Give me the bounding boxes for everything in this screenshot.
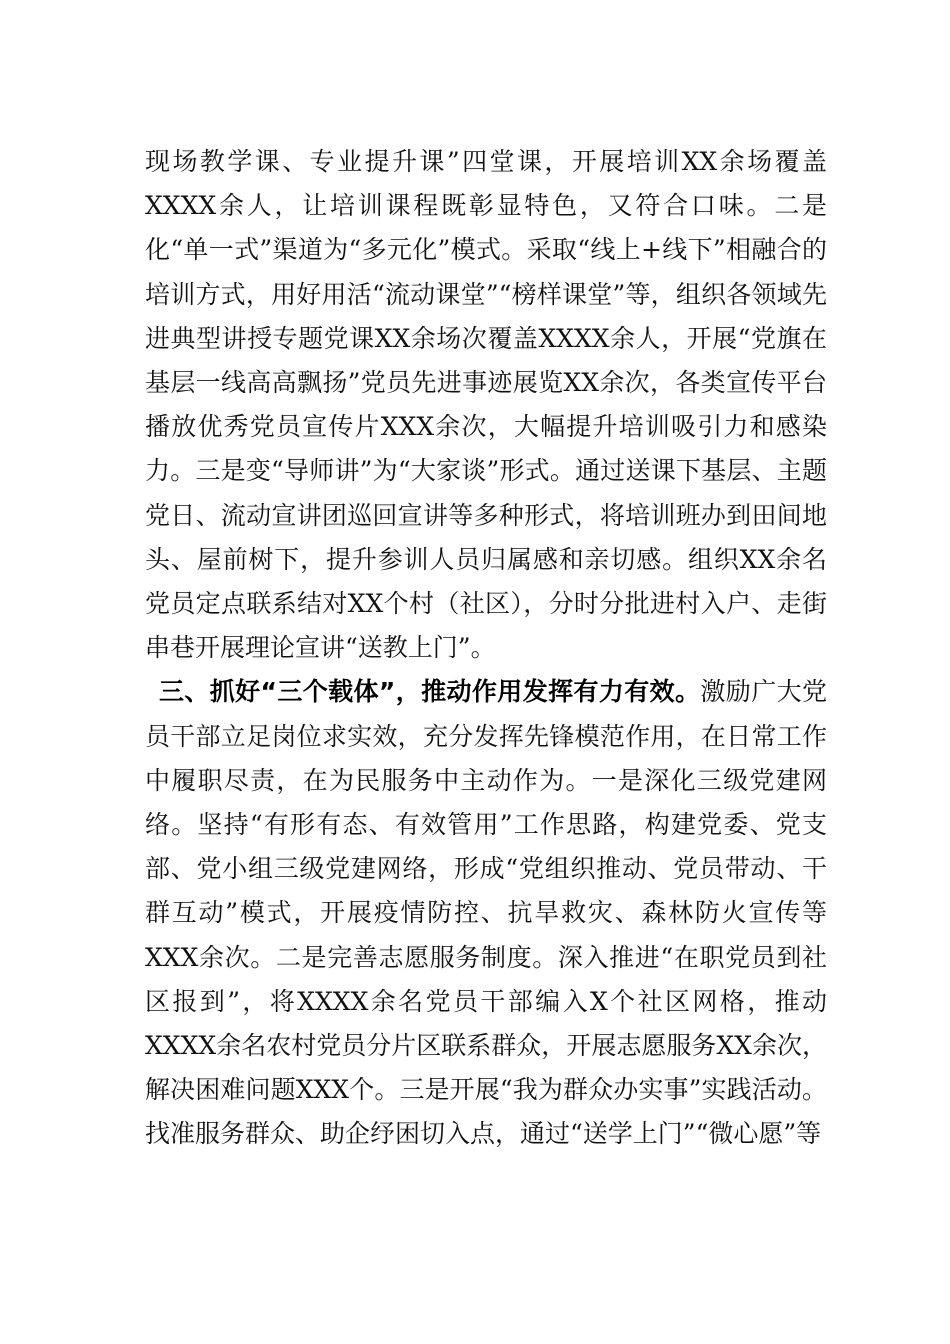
document-body (145, 140, 827, 1157)
section-3-heading: 三、抓好“三个载体”，推动作用发挥有力有效。 (159, 677, 701, 707)
section-3-body: 激励广大党员干部立足岗位求实效，充分发挥先锋模范作用，在日常工作中履职尽责，在为民服务中主动作为。一是深化三级党建网络。坚持“有形有态、有效管用”工作思路，构建党委、党支部、党小组三级党建网络，形成“党组织推动、党员带动、干群互动”模式，开展疫情防控、抗旱救灾、森林防火宣传等XXX余次。二是完善志愿服务制度。深入推进“在职党员到社区报到”，将XXXX余名党员干部编入X个社区网格，推动XXXX余名农村党员分片区联系群众，开展志愿服务XX余次，解决困难问题XXX个。三是开展“我为群众办实事”实践活动。找准服务群众、助企纾困切入点，通过“送学上门”“微心愿”等 (145, 677, 827, 1149)
paragraph-continuation: 现场教学课、专业提升课”四堂课，开展培训XX余场覆盖XXXX余人，让培训课程既彰显特色，又符合口味。二是化“单一式”渠道为“多元化”模式。采取“线上+线下”相融合的培训方式，用好用活“流动课堂”“榜样课堂”等，组织各领域先进典型讲授专题党课XX余场次覆盖XXXX余人，开展“党旗在基层一线高高飘扬”党员先进事迹展览XX余次，各类宣传平台播放优秀党员宣传片XXX余次，大幅提升培训吸引力和感染力。三是变“导师讲”为“大家谈”形式。通过送课下基层、主题党日、流动宣讲团巡回宣讲等多种形式，将培训班办到田间地头、屋前树下，提升参训人员归属感和亲切感。组织XX余名党员定点联系结对XX个村（社区），分时分批进村入户、走街串巷开展理论宣讲“送教上门”。 (145, 147, 827, 663)
section-3-paragraph (145, 670, 827, 1156)
